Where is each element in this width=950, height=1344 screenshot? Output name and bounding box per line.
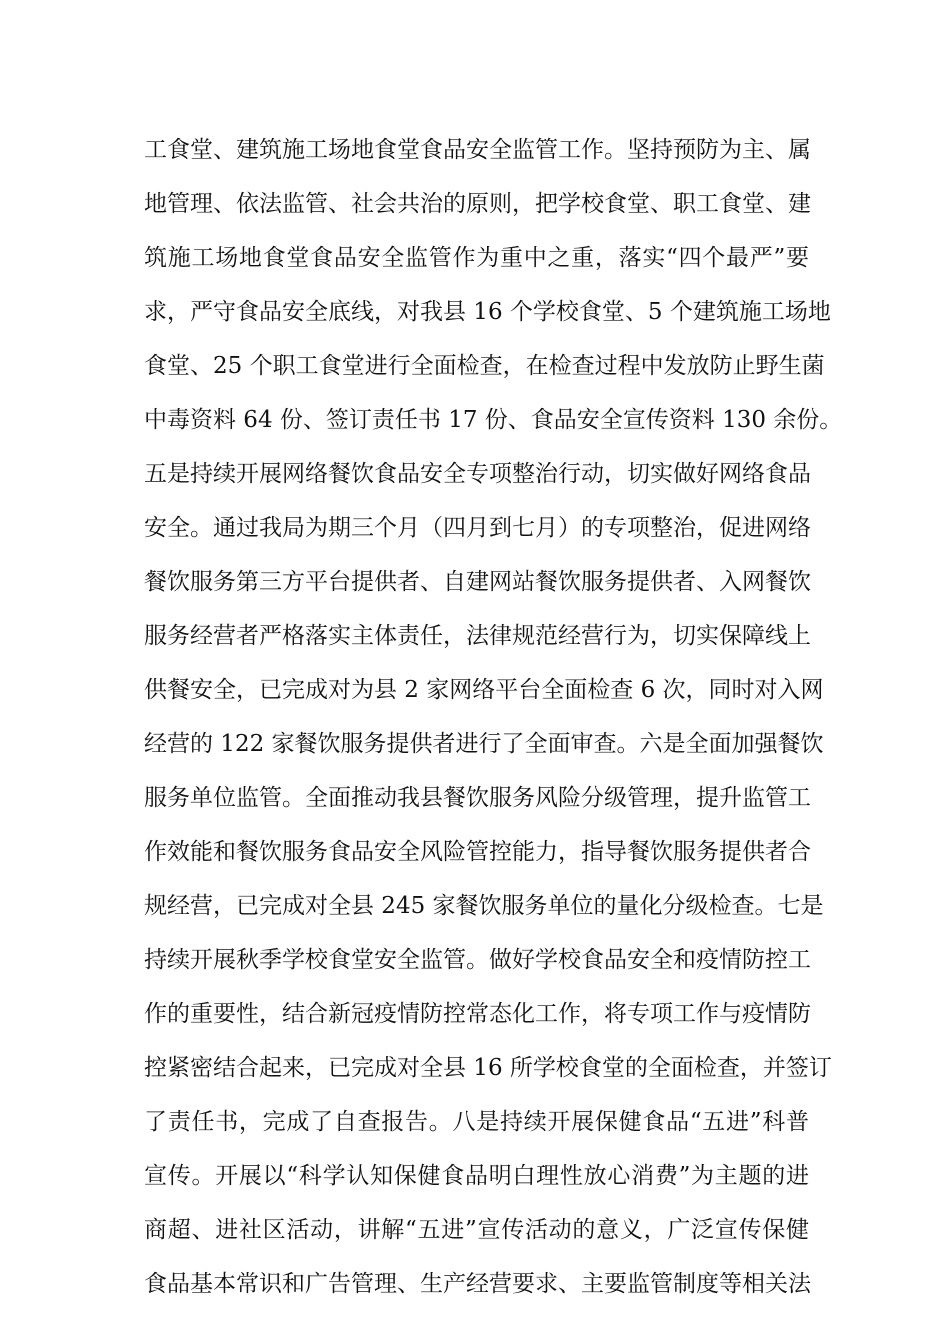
text-line: 食品基本常识和广告管理、生产经营要求、主要监管制度等相关法 — [144, 1271, 811, 1297]
text-line: 作的重要性，结合新冠疫情防控常态化工作，将专项工作与疫情防 — [144, 1001, 811, 1027]
text-line: 商超、进社区活动，讲解“五进”宣传活动的意义，广泛宣传保健 — [144, 1217, 809, 1243]
text-line: 宣传。开展以“科学认知保健食品明白理性放心消费”为主题的进 — [144, 1163, 809, 1189]
text-line: 餐饮服务第三方平台提供者、自建网站餐饮服务提供者、入网餐饮 — [144, 569, 811, 595]
text-line: 作效能和餐饮服务食品安全风险管控能力，指导餐饮服务提供者合 — [144, 839, 811, 865]
text-line: 中毒资料 64 份、签订责任书 17 份、食品安全宣传资料 130 余份。 — [144, 407, 843, 433]
text-line: 经营的 122 家餐饮服务提供者进行了全面审查。六是全面加强餐饮 — [144, 731, 824, 757]
text-line: 了责任书，完成了自查报告。八是持续开展保健食品“五进”科普 — [144, 1109, 809, 1135]
text-line: 食堂、25 个职工食堂进行全面检查，在检查过程中发放防止野生菌 — [144, 353, 825, 379]
text-line: 安全。通过我局为期三个月（四月到七月）的专项整治，促进网络 — [144, 515, 811, 541]
body-text — [144, 130, 843, 1318]
text-line: 筑施工场地食堂食品安全监管作为重中之重，落实“四个最严”要 — [144, 245, 809, 271]
text-line: 供餐安全，已完成对为县 2 家网络平台全面检查 6 次，同时对入网 — [144, 677, 824, 703]
text-line: 服务单位监管。全面推动我县餐饮服务风险分级管理，提升监管工 — [144, 785, 811, 811]
text-line: 工食堂、建筑施工场地食堂食品安全监管工作。坚持预防为主、属 — [144, 137, 811, 163]
text-line: 持续开展秋季学校食堂安全监管。做好学校食品安全和疫情防控工 — [144, 947, 811, 973]
text-line: 五是持续开展网络餐饮食品安全专项整治行动，切实做好网络食品 — [144, 461, 811, 487]
text-line: 服务经营者严格落实主体责任，法律规范经营行为，切实保障线上 — [144, 623, 811, 649]
text-line: 控紧密结合起来，已完成对全县 16 所学校食堂的全面检查，并签订 — [144, 1055, 832, 1081]
text-line: 规经营，已完成对全县 245 家餐饮服务单位的量化分级检查。七是 — [144, 893, 824, 919]
text-line: 地管理、依法监管、社会共治的原则，把学校食堂、职工食堂、建 — [144, 191, 811, 217]
text-line: 求，严守食品安全底线，对我县 16 个学校食堂、5 个建筑施工场地 — [144, 299, 831, 325]
